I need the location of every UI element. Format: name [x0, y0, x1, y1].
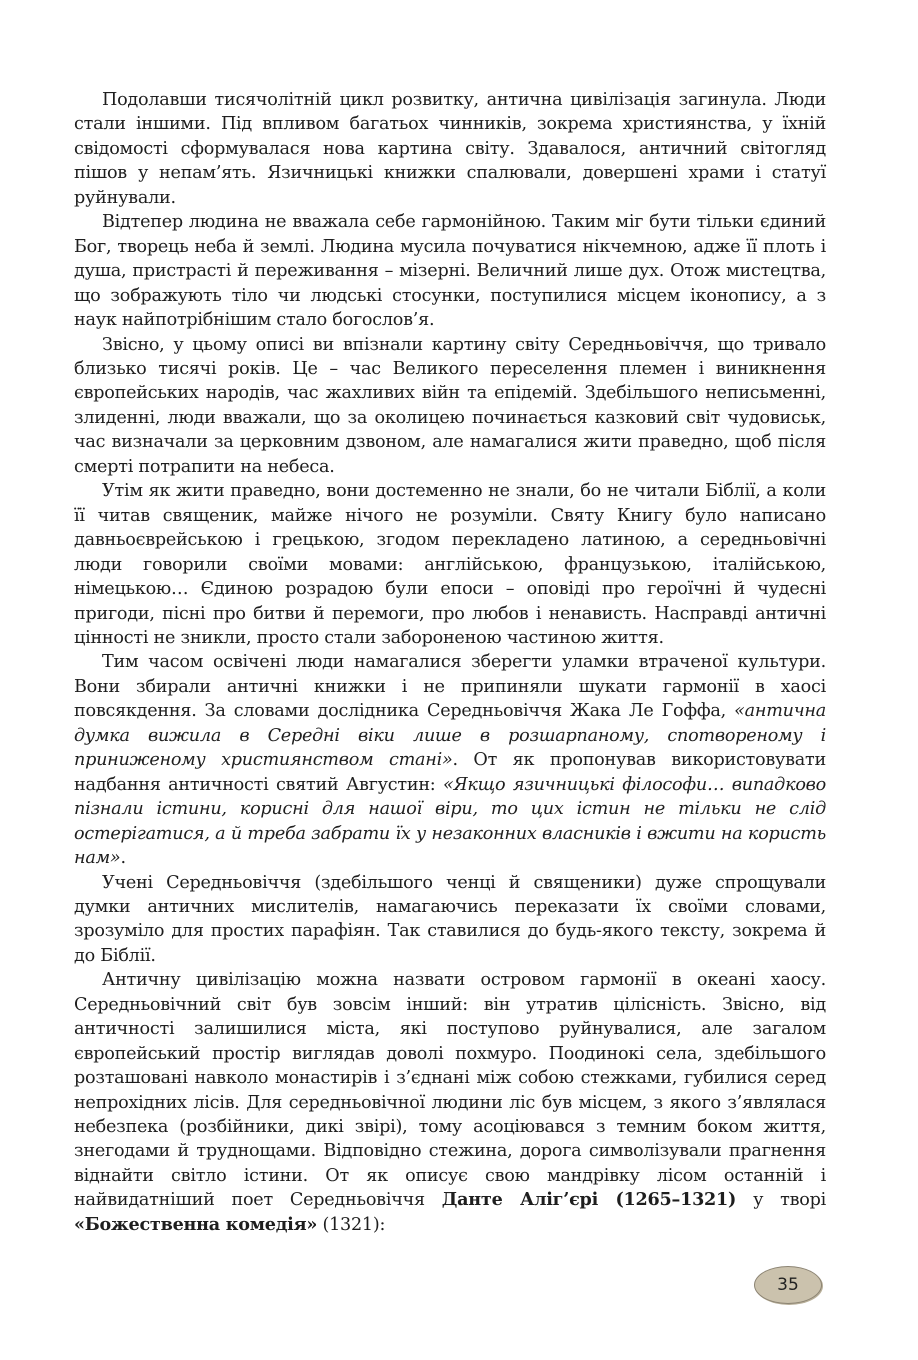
paragraph	[74, 650, 826, 870]
paragraph	[74, 333, 826, 480]
text-run: Утім як жити праведно, вони достеменно не знали, бо не читали Біблії, а коли її читав священик, майже нічого не розуміли. Святу Книгу було написано давньоєврейською і грецькою, згодом перекладено латиною, а середньовічні люди говорили своїми мовами: англійською, французькою, італійською, німецькою… Єдиною розрадою були епоси – оповіді про героїчні й чудесні пригоди, пісні про битви й перемоги, про любов і ненависть. Насправді античні цінності не зникли, просто стали забороненою частиною життя.	[74, 481, 826, 648]
body-text	[74, 88, 826, 1237]
text-run: Тим часом освічені люди намагалися зберегти уламки втраченої культури. Вони збирали античні книжки і не припиняли шукати гармонії в хаосі повсякдення. За словами дослідника Середньовіччя Жака Ле Гоффа,	[74, 652, 826, 722]
bold-text: Данте Аліг’єрі (1265–1321)	[441, 1189, 737, 1211]
bold-text: «Божественна комедія»	[74, 1213, 318, 1235]
text-run: Звісно, у цьому описі ви впізнали картину світу Середньовіччя, що тривало близько тисячі років. Це – час Великого переселення племен і виникнення європейських народів, час жахливих війн та епідемій. Здебільшого неписьменні, злиденні, люди вважали, що за околицею починається казковий світ чудовиськ, час визначали за церковним дзвоном, але намагалися жити праведно, щоб після смерті потрапити на небеса.	[74, 334, 826, 477]
text-run: у творі	[736, 1190, 826, 1211]
text-run: (1321):	[317, 1214, 386, 1235]
quote-text: «антична думка вижила в Середні віки лише в розшарпаному, спотвореному і приниженому християнством стані»	[74, 701, 826, 771]
text-run: Відтепер людина не вважала себе гармонійною. Таким міг бути тільки єдиний Бог, творець неба й землі. Людина мусила почуватися нікчемною, адже її плоть і душа, пристрасті й переживання – мізерні. Величний лише дух. Отож мистецтва, що зображують тіло чи людські стосунки, поступилися місцем іконопису, а з наук найпотрібнішим стало богослов’я.	[74, 212, 826, 331]
page-number-badge	[754, 1266, 822, 1304]
text-run: .	[120, 848, 126, 869]
text-run: Учені Середньовіччя (здебільшого ченці й священики) дуже спрощували думки античних мислителів, намагаючись переказати їх своїми словами, зрозуміло для простих парафіян. Так ставилися до будь-якого тексту, зокрема й до Біблії.	[74, 872, 826, 966]
paragraph	[74, 210, 826, 332]
text-run: . От як пропонував використовувати надбання античності святий Августин:	[74, 750, 826, 795]
page-number: 35	[777, 1275, 799, 1295]
paragraph	[74, 479, 826, 650]
quote-text: «Якщо язичницькі філософи… випадково пізнали істини, корисні для нашої віри, то цих істин не тільки не слід остерігатися, а й треба забрати їх у незаконних власників і вжити на користь нам»	[74, 774, 826, 869]
text-run: Античну цивілізацію можна назвати островом гармонії в океані хаосу. Середньовічний світ був зовсім інший: він утратив цілісність. Звісно, від античності залишилися міста, які поступово руйнувалися, але загалом європейський простір виглядав доволі похмуро. Поодинокі села, здебільшого розташовані навколо монастирів і з’єднані між собою стежками, губилися серед непрохідних лісів. Для середньовічної людини ліс був місцем, з якого з’являлася небезпека (розбійники, дикі звірі), тому асоціювався з темним боком життя, знегодами й труднощами. Відповідно стежина, дорога символізували прагнення віднайти світло істини. От як описує свою мандрівку лісом останній і найвидатніший поет Середньовіччя	[74, 970, 826, 1211]
text-run: Подолавши тисячолітній цикл розвитку, антична цивілізація загинула. Люди стали іншими. Під впливом багатьох чинників, зокрема християнства, у їхній свідомості сформувалася нова картина світу. Здавалося, античний світогляд пішов у непам’ять. Язичницькі книжки спалювали, довершені храми і статуї руйнували.	[74, 90, 826, 208]
paragraph	[74, 88, 826, 210]
paragraph	[74, 968, 826, 1237]
paragraph	[74, 871, 826, 969]
